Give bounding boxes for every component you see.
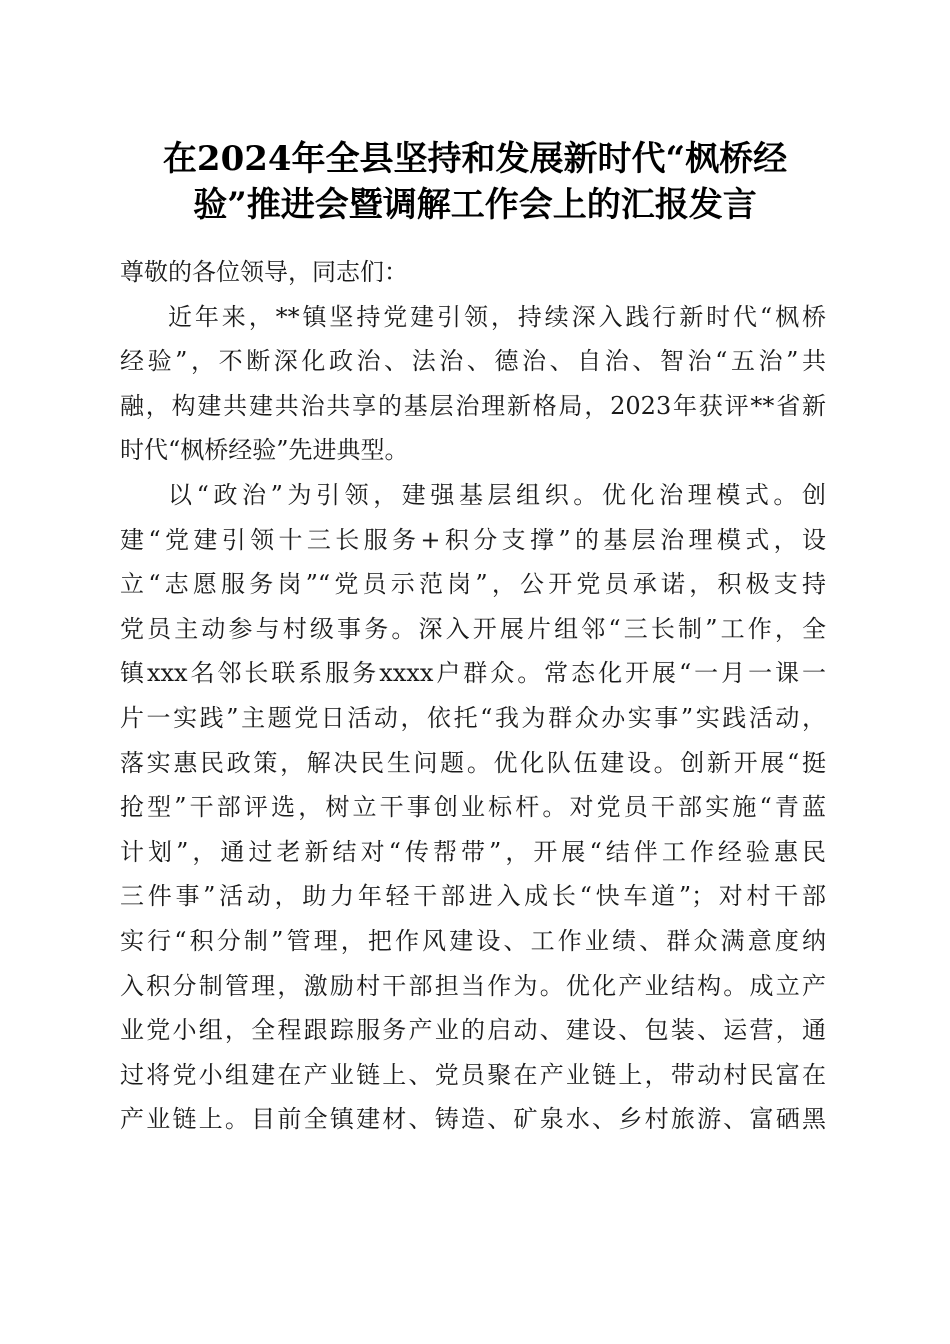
body-line: 片一实践”主题党日活动，依托“我为群众办实事”实践活动， [120,703,826,732]
body-line: 融，构建共建共治共享的基层治理新格局，2023年获评**省新 [120,391,826,420]
body-line: 近年来，**镇坚持党建引领，持续深入践行新时代“枫桥 [168,302,826,331]
title-line: 验”推进会暨调解工作会上的汇报发言 [193,185,757,225]
body-line: 产业链上。目前全镇建材、铸造、矿泉水、乡村旅游、富硒黑 [120,1105,826,1134]
document-title [120,136,830,228]
body-line: 经验”，不断深化政治、法治、德治、自治、智治“五治”共 [120,347,826,376]
body-line: 建“党建引领十三长服务+积分支撑”的基层治理模式，设 [120,525,826,554]
body-line: 党员主动参与村级事务。深入开展片组邻“三长制”工作，全 [120,614,826,643]
body-line: 落实惠民政策，解决民生问题。优化队伍建设。创新开展“挺 [120,748,826,777]
body-line: 业党小组，全程跟踪服务产业的启动、建设、包装、运营，通 [120,1016,826,1045]
body-line: 立“志愿服务岗”“党员示范岗”，公开党员承诺，积极支持 [120,570,826,599]
body-line: 抢型”干部评选，树立干事创业标杆。对党员干部实施“青蓝 [120,793,826,822]
body-line: 时代“枫桥经验”先进典型。 [120,436,409,465]
body-line: 入积分制管理，激励村干部担当作为。优化产业结构。成立产 [120,971,826,1000]
body-line: 实行“积分制”管理，把作风建设、工作业绩、群众满意度纳 [120,926,826,955]
body-line: 镇xxx名邻长联系服务xxxx户群众。常态化开展“一月一课一 [120,659,826,688]
body-line: 计划”，通过老新结对“传帮带”，开展“结伴工作经验惠民 [120,837,826,866]
title-line: 在2024年全县坚持和发展新时代“枫桥经 [162,139,788,179]
body-line: 过将党小组建在产业链上、党员聚在产业链上，带动村民富在 [120,1060,826,1089]
document-body [120,250,826,1142]
salutation: 尊敬的各位领导，同志们： [120,258,408,286]
body-line: 以“政治”为引领，建强基层组织。优化治理模式。创 [168,480,826,509]
body-line: 三件事”活动，助力年轻干部进入成长“快车道”；对村干部 [120,882,826,911]
